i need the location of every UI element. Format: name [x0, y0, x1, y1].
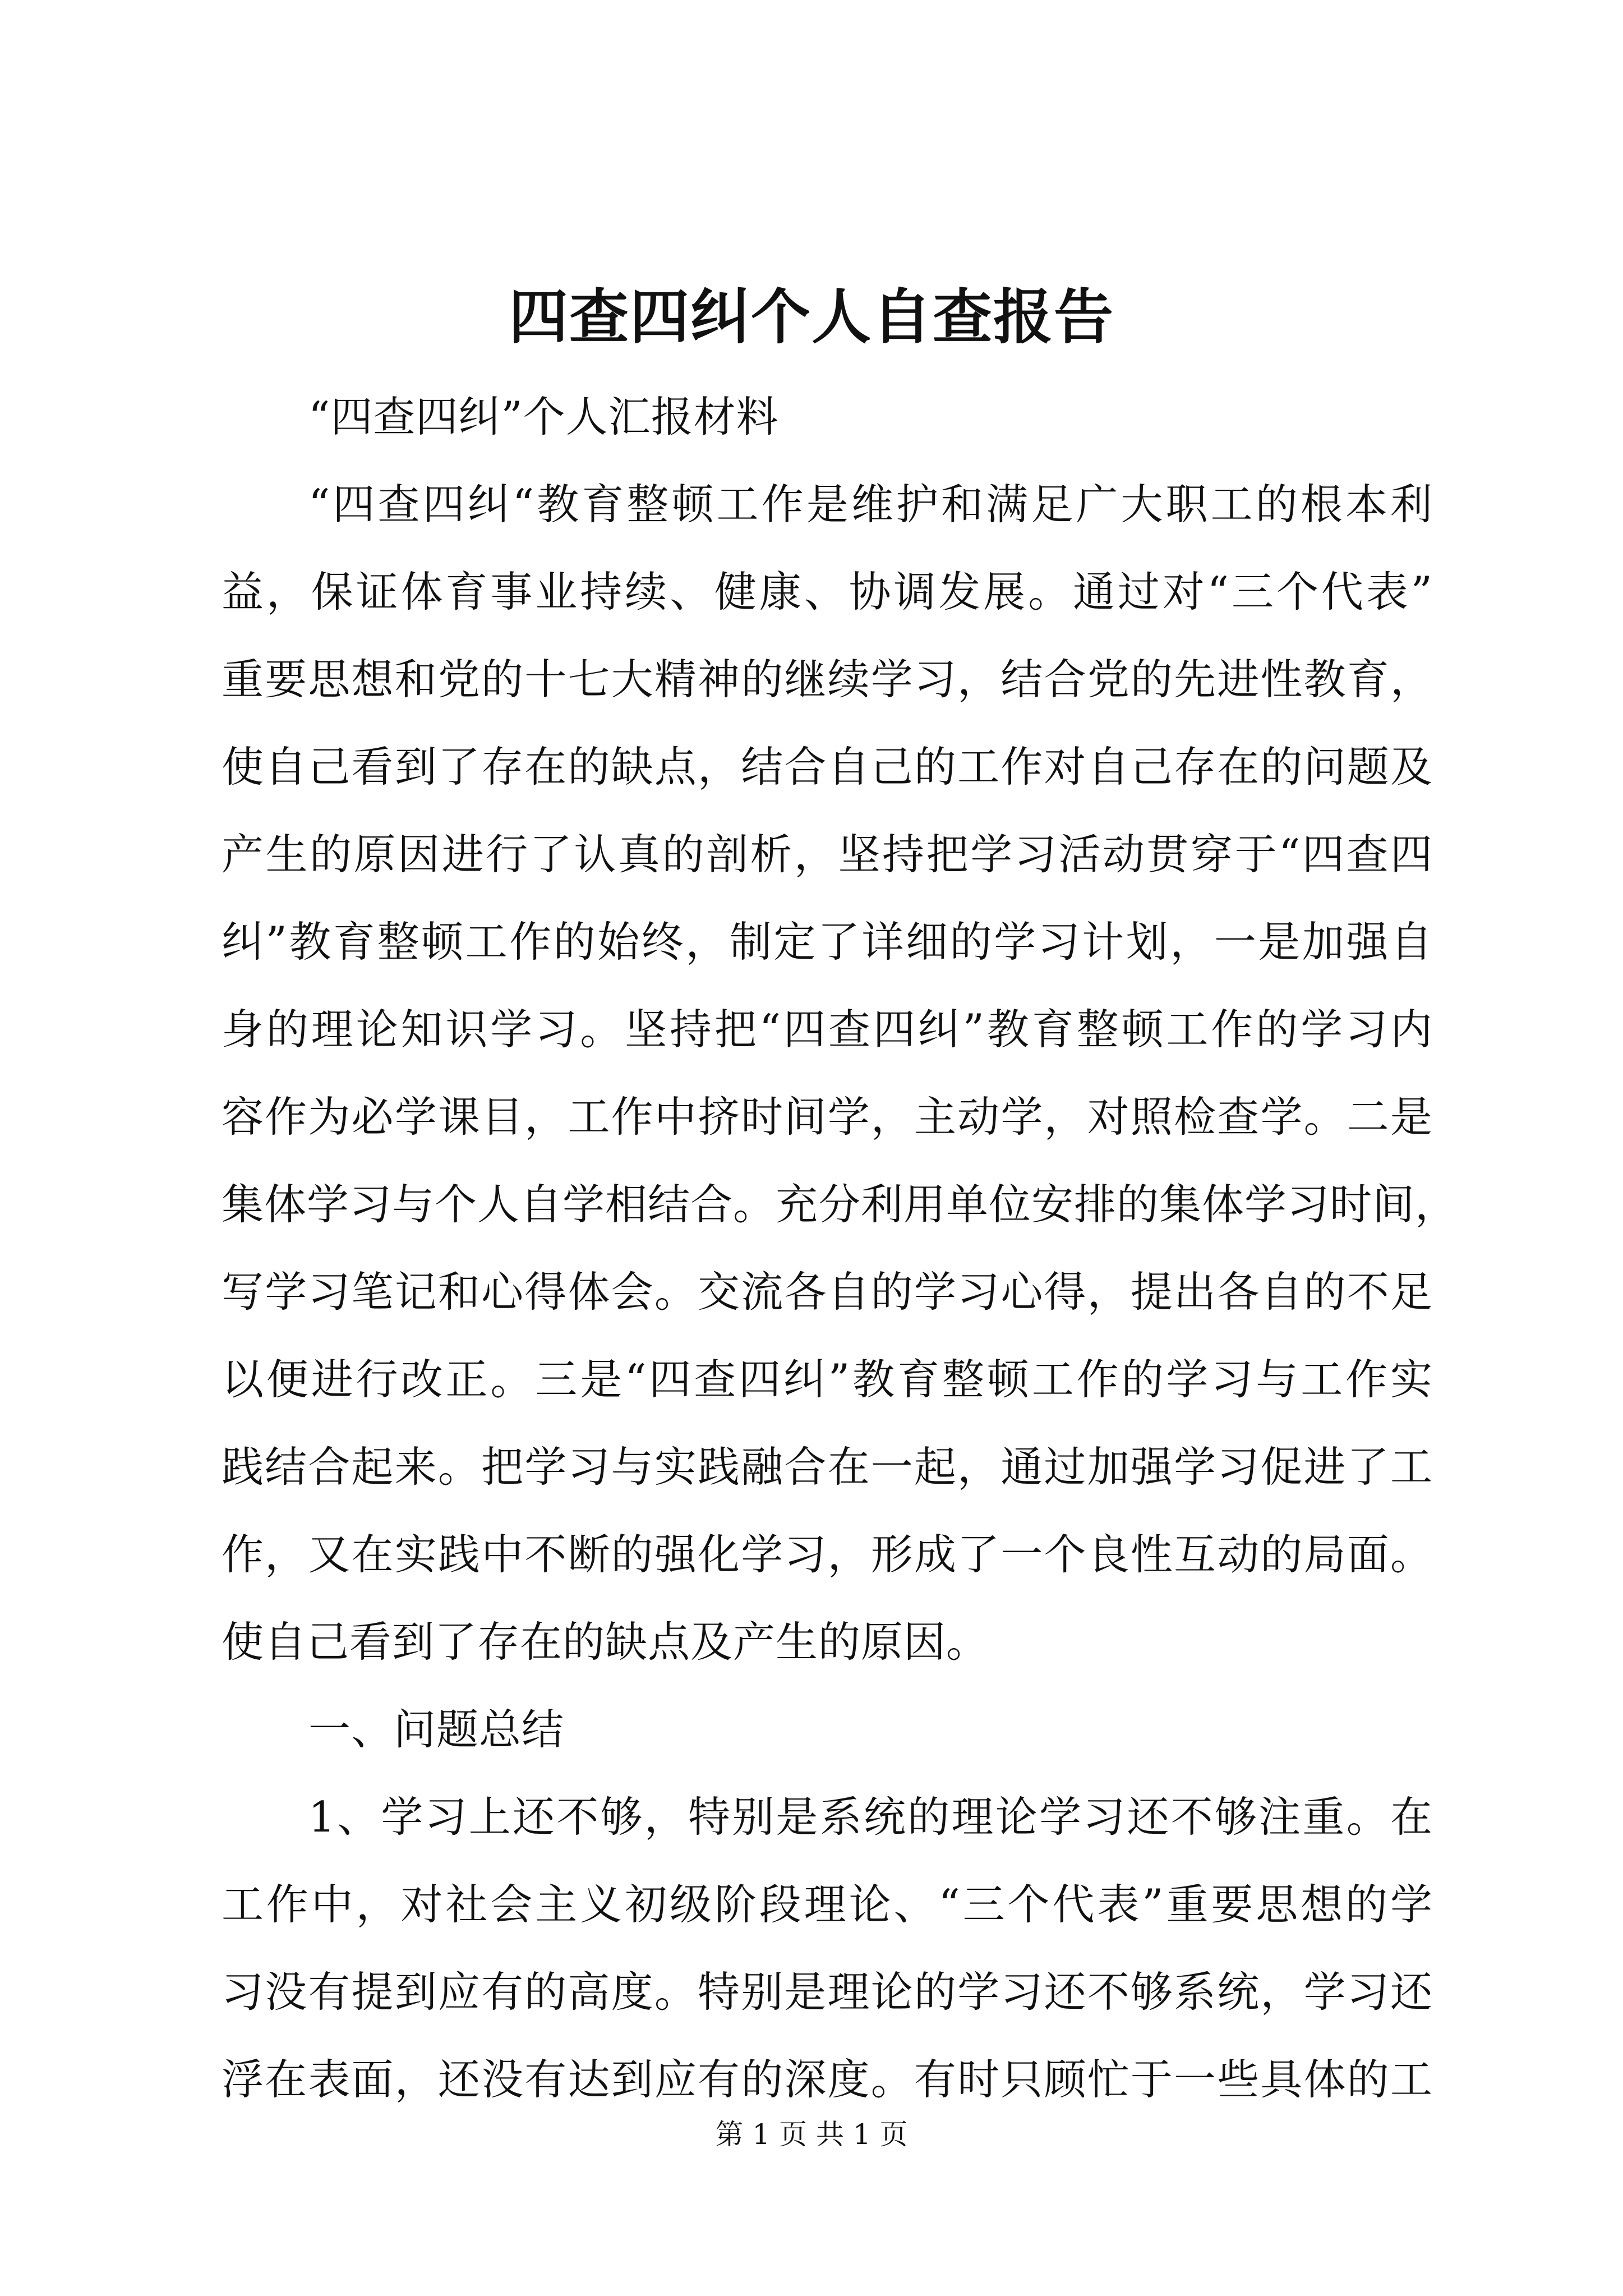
body-line: 重要思想和党的十七大精神的继续学习，结合党的先进性教育， [222, 655, 1433, 704]
document-body [222, 373, 1458, 2123]
body-line: 写学习笔记和心得体会。交流各自的学习心得，提出各自的不足 [222, 1267, 1433, 1317]
document-title: 四查四纠个人自查报告 [509, 282, 1114, 352]
body-line: 以便进行改正。三是“四查四纠”教育整顿工作的学习与工作实 [222, 1355, 1433, 1404]
body-line: 工作中，对社会主义初级阶段理论、“三个代表”重要思想的学 [222, 1880, 1433, 1929]
body-line: “四查四纠”个人汇报材料 [308, 392, 779, 441]
body-line: 作，又在实践中不断的强化学习，形成了一个良性互动的局面。 [222, 1530, 1433, 1579]
page-footer: 第 1 页 共 1 页 [715, 2118, 908, 2151]
body-line: 使自己看到了存在的缺点，结合自己的工作对自己存在的问题及 [222, 742, 1433, 792]
body-line: 集体学习与个人自学相结合。充分利用单位安排的集体学习时间， [222, 1180, 1458, 1229]
body-line: 习没有提到应有的高度。特别是理论的学习还不够系统，学习还 [222, 1967, 1433, 2017]
body-line: 容作为必学课目，工作中挤时间学，主动学，对照检查学。二是 [222, 1092, 1433, 1142]
body-line: 产生的原因进行了认真的剖析，坚持把学习活动贯穿于“四查四 [222, 830, 1433, 879]
body-line: 践结合起来。把学习与实践融合在一起，通过加强学习促进了工 [222, 1442, 1433, 1492]
body-line: 一、问题总结 [308, 1705, 565, 1754]
body-line: 1、学习上还不够，特别是系统的理论学习还不够注重。在 [308, 1792, 1433, 1842]
body-line: 使自己看到了存在的缺点及产生的原因。 [222, 1617, 989, 1667]
body-line: 身的理论知识学习。坚持把“四查四纠”教育整顿工作的学习内 [222, 1005, 1433, 1054]
body-line: 浮在表面，还没有达到应有的深度。有时只顾忙于一些具体的工 [222, 2055, 1433, 2104]
body-line: “四查四纠“教育整顿工作是维护和满足广大职工的根本利 [308, 480, 1433, 529]
body-line: 纠”教育整顿工作的始终，制定了详细的学习计划，一是加强自 [222, 917, 1433, 967]
body-line: 益，保证体育事业持续、健康、协调发展。通过对“三个代表” [222, 567, 1433, 616]
